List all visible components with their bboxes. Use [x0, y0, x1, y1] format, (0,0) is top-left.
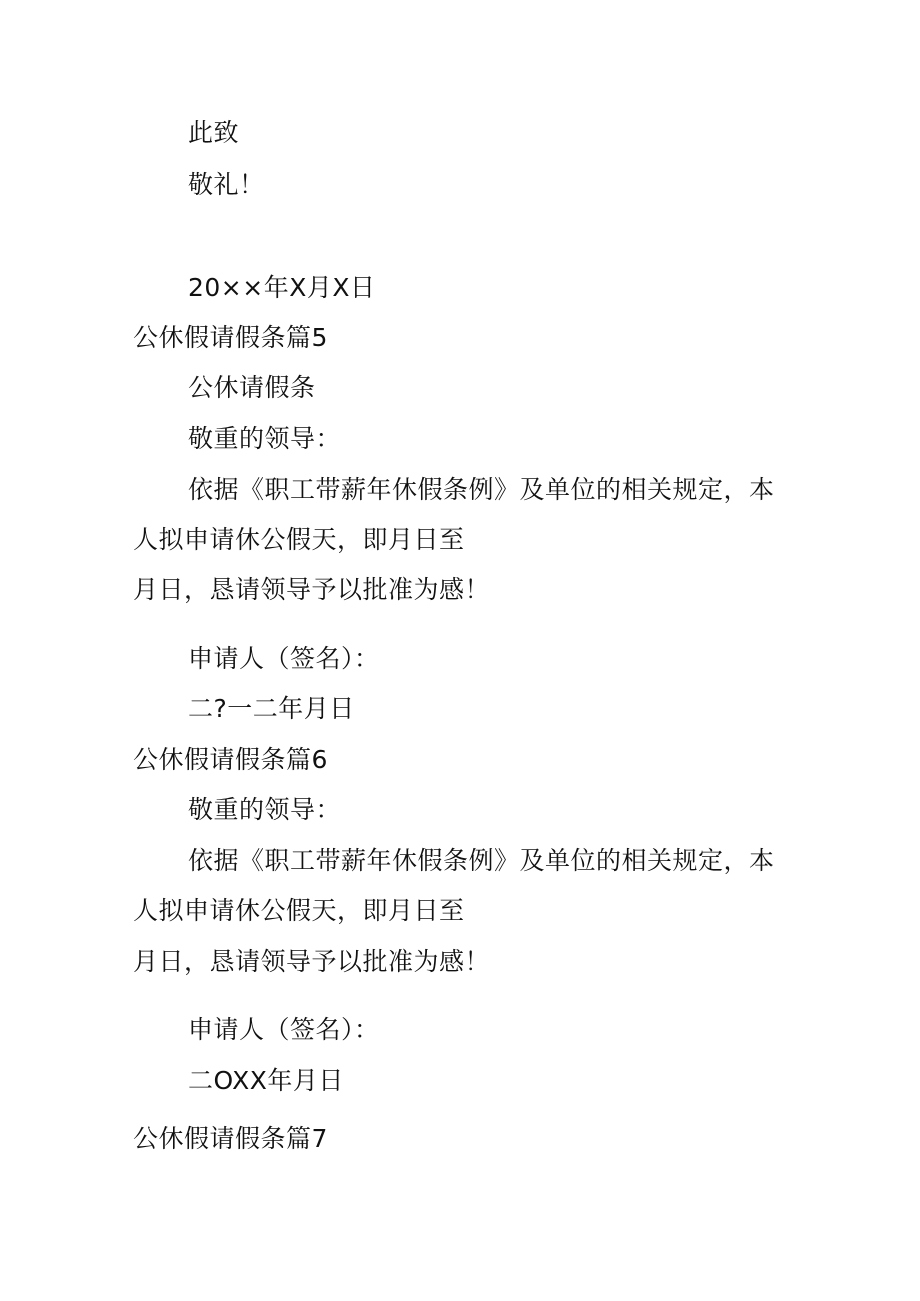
section-5-title: 公休请假条	[188, 373, 316, 402]
closing-regards: 敬礼！	[188, 170, 265, 199]
section-6-applicant: 申请人（签名）：	[188, 1015, 380, 1044]
section-5-body-line-2: 人拟申请休公假天，即月日至	[133, 525, 465, 554]
closing-salutation: 此致	[188, 118, 240, 147]
closing-date: 20××年X月X日	[188, 273, 376, 302]
section-5-applicant: 申请人（签名）：	[188, 644, 380, 673]
section-5-body-line-3: 月日，恳请领导予以批准为感！	[133, 575, 491, 604]
section-5-greeting: 敬重的领导：	[188, 424, 342, 453]
section-6-body-line-1: 依据《职工带薪年休假条例》及单位的相关规定，本	[188, 846, 775, 875]
section-6-greeting: 敬重的领导：	[188, 795, 342, 824]
section-5-heading: 公休假请假条篇5	[133, 323, 328, 352]
section-6-heading: 公休假请假条篇6	[133, 745, 328, 774]
section-5-body-line-1: 依据《职工带薪年休假条例》及单位的相关规定，本	[188, 475, 775, 504]
section-6-body-line-2: 人拟申请休公假天，即月日至	[133, 896, 465, 925]
section-6-body-line-3: 月日，恳请领导予以批准为感！	[133, 947, 491, 976]
section-6-date: 二OXX年月日	[188, 1066, 344, 1095]
section-5-date: 二?一二年月日	[188, 694, 355, 723]
section-7-heading: 公休假请假条篇7	[133, 1124, 328, 1153]
